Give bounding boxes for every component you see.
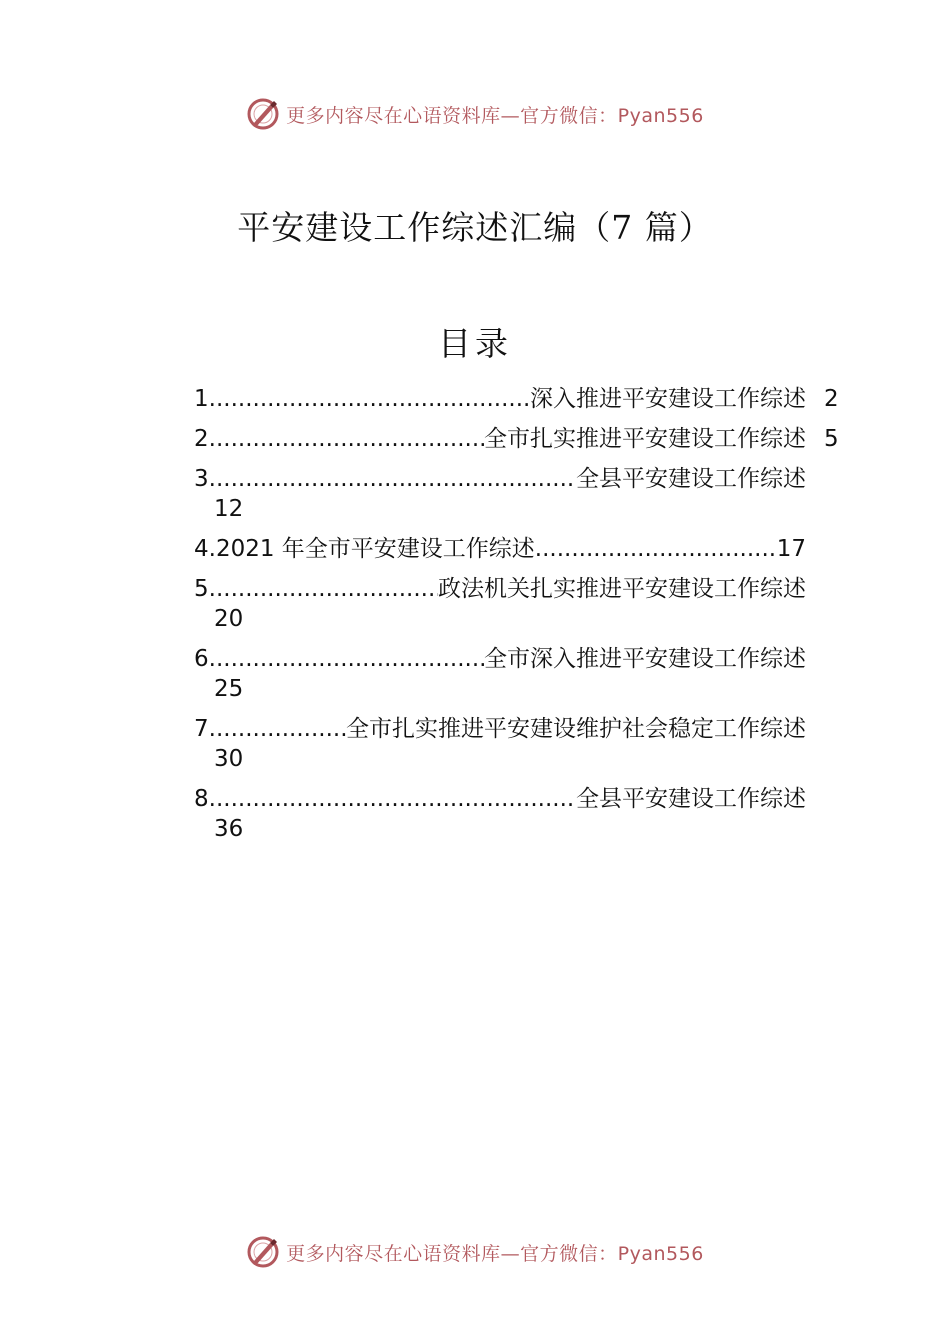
toc-title: 全县平安建设工作综述 bbox=[576, 786, 806, 812]
toc-number: 8 bbox=[194, 786, 209, 812]
toc-entry-2[interactable] bbox=[194, 424, 844, 454]
banner-text bbox=[286, 101, 704, 128]
toc-number: 7 bbox=[194, 716, 209, 742]
toc-title: 全县平安建设工作综述 bbox=[576, 466, 806, 492]
toc-entry-5[interactable] bbox=[194, 574, 844, 634]
toc-page-number: 20 bbox=[214, 606, 244, 632]
toc-page-number: 5 bbox=[824, 426, 839, 452]
toc-leader-dots bbox=[209, 784, 576, 814]
toc-number: 2 bbox=[194, 426, 209, 452]
toc-title: 全市扎实推进平安建设维护社会稳定工作综述 bbox=[346, 716, 806, 742]
toc-leader-dots bbox=[209, 644, 484, 674]
pen-logo-icon bbox=[246, 1235, 280, 1269]
toc-entry-8[interactable] bbox=[194, 784, 844, 844]
toc-page-number: 25 bbox=[214, 676, 244, 702]
toc-number: 3 bbox=[194, 466, 209, 492]
header-banner bbox=[0, 94, 950, 134]
toc-heading: 目录 bbox=[438, 324, 512, 363]
toc-title: 深入推进平安建设工作综述 bbox=[530, 386, 806, 412]
banner-wechat-id: Pyan556 bbox=[617, 104, 704, 127]
toc-number: 1 bbox=[194, 386, 209, 412]
toc-title: 全市深入推进平安建设工作综述 bbox=[484, 646, 806, 672]
toc-page-number: 2 bbox=[824, 386, 839, 412]
toc-entry-3[interactable] bbox=[194, 464, 844, 524]
toc-title: 4.2021 年全市平安建设工作综述 bbox=[194, 536, 535, 562]
toc-leader-dots bbox=[535, 534, 777, 564]
toc-page-number: 30 bbox=[214, 746, 244, 772]
toc-title: 政法机关扎实推进平安建设工作综述 bbox=[438, 576, 806, 602]
toc-page-number: 12 bbox=[214, 496, 244, 522]
document-title: 平安建设工作综述汇编（7 篇） bbox=[237, 208, 713, 247]
toc-entry-6[interactable] bbox=[194, 644, 844, 704]
toc-entry-1[interactable] bbox=[194, 384, 844, 414]
toc-entry-7[interactable] bbox=[194, 714, 844, 774]
toc-number: 6 bbox=[194, 646, 209, 672]
toc-page-number: 36 bbox=[214, 816, 244, 842]
banner-slogan: 更多内容尽在心语资料库—官方微信： bbox=[286, 1242, 618, 1265]
banner-text bbox=[286, 1239, 704, 1266]
toc-number: 5 bbox=[194, 576, 209, 602]
toc-title: 全市扎实推进平安建设工作综述 bbox=[484, 426, 806, 452]
toc-page-number: 17 bbox=[776, 536, 806, 562]
footer-banner bbox=[0, 1232, 950, 1272]
toc-entry-4[interactable] bbox=[194, 534, 844, 564]
toc-leader-dots bbox=[209, 574, 438, 604]
pen-logo-icon bbox=[246, 97, 280, 131]
toc-leader-dots bbox=[209, 424, 484, 454]
banner-wechat-id: Pyan556 bbox=[617, 1242, 704, 1265]
toc-leader-dots bbox=[209, 714, 346, 744]
toc-leader-dots bbox=[209, 464, 576, 494]
table-of-contents bbox=[194, 384, 844, 854]
toc-leader-dots bbox=[209, 384, 530, 414]
banner-slogan: 更多内容尽在心语资料库—官方微信： bbox=[286, 104, 618, 127]
